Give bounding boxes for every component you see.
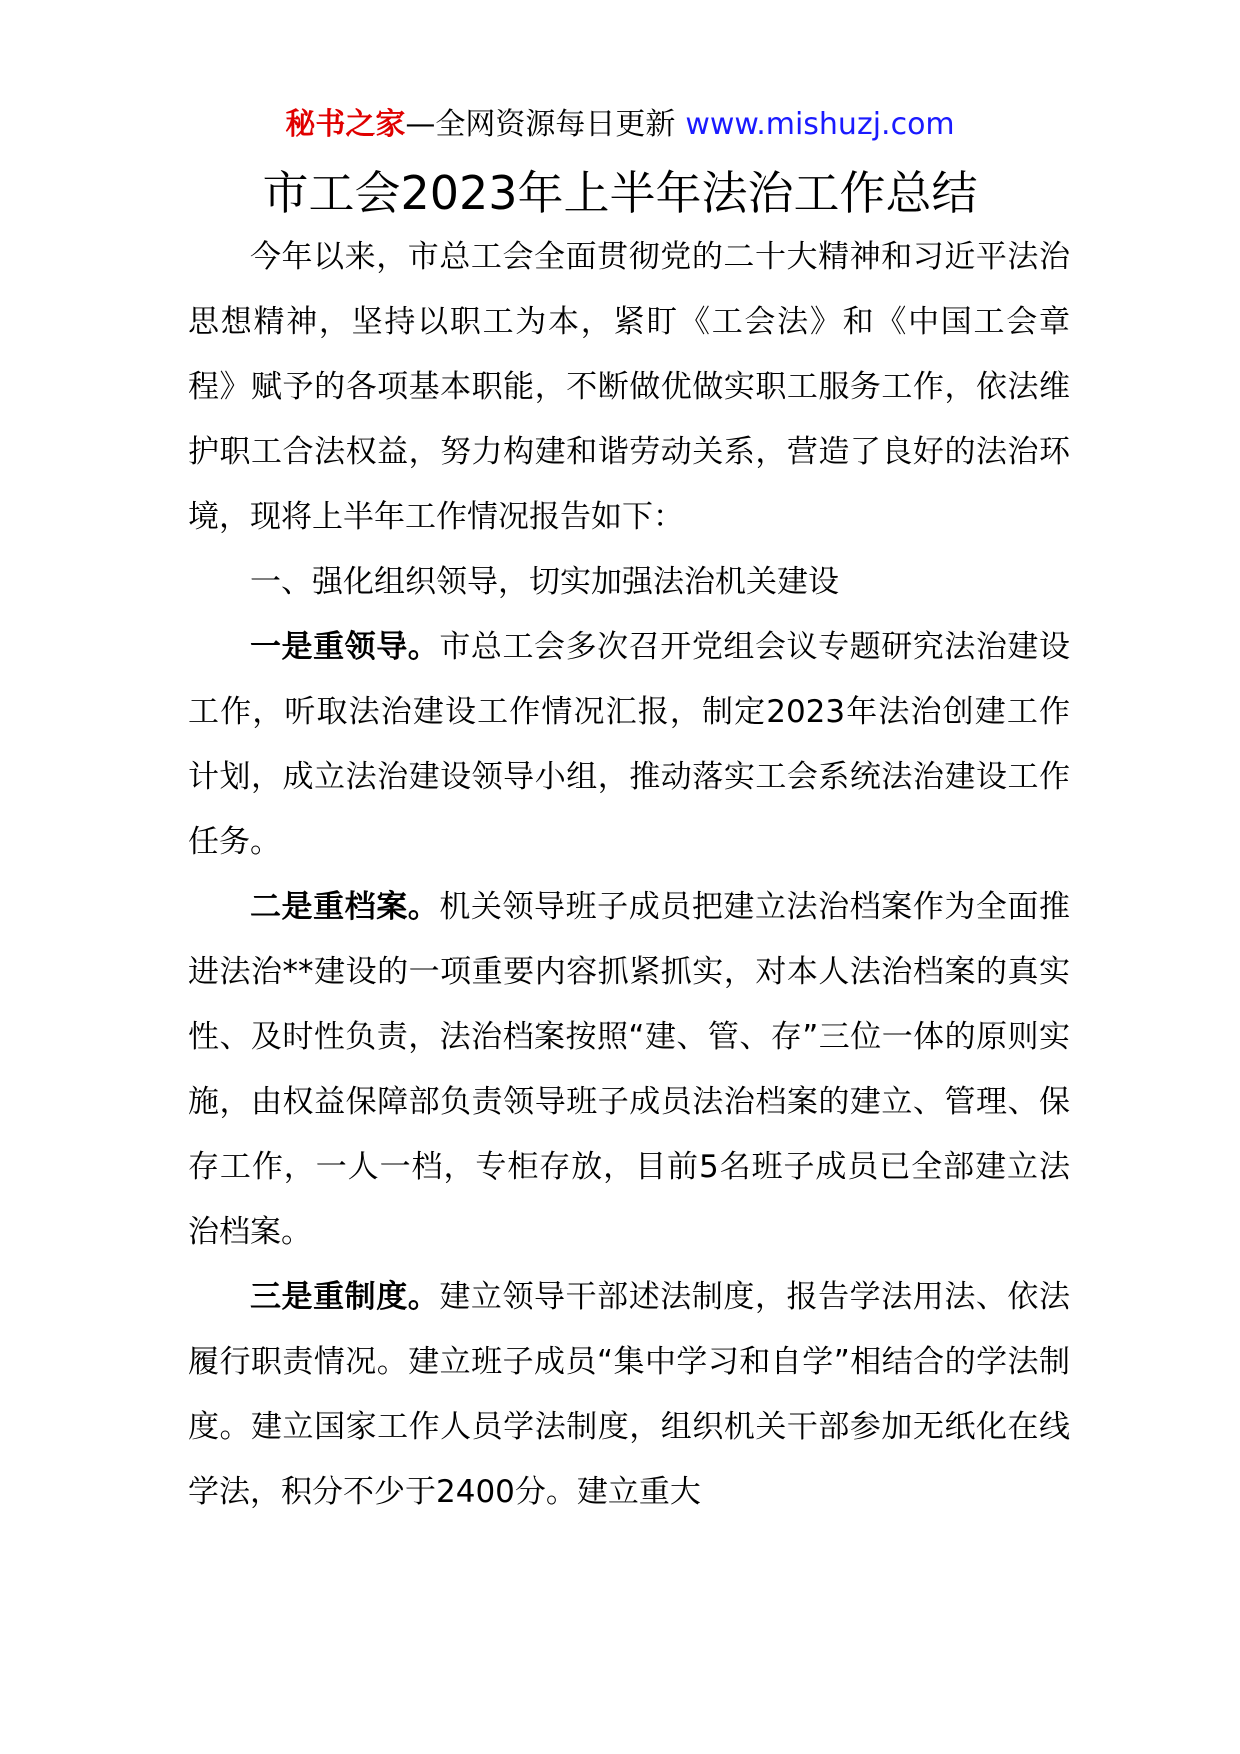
banner-tagline: —全网资源每日更新: [405, 107, 676, 142]
item-text-2: 机关领导班子成员把建立法治档案作为全面推进法治**建设的一项重要内容抓紧抓实，对本人法治档案的真实性、及时性负责，法治档案按照“建、管、存”三位一体的原则实施，由权益保障部负责领导班子成员法治档案的建立、管理、保存工作，一人一档，专柜存放，目前5名班子成员已全部建立法治档案。: [188, 889, 1070, 1250]
item-text-3: 建立领导干部述法制度，报告学法用法、依法履行职责情况。建立班子成员“集中学习和自学”相结合的学法制度。建立国家工作人员学法制度，组织机关干部参加无纸化在线学法，积分不少于2400分。建立重大: [188, 1279, 1070, 1510]
item-text-1: 市总工会多次召开党组会议专题研究法治建设工作，听取法治建设工作情况汇报，制定2023年法治创建工作计划，成立法治建设领导小组，推动落实工会系统法治建设工作任务。: [188, 629, 1070, 860]
section-heading-1: 一、强化组织领导，切实加强法治机关建设: [250, 564, 839, 600]
item-paragraph-3: [188, 1265, 1070, 1525]
item-paragraph-1: [188, 615, 1070, 875]
intro-paragraph: 今年以来，市总工会全面贯彻党的二十大精神和习近平法治思想精神，坚持以职工为本，紧盯《工会法》和《中国工会章程》赋予的各项基本职能，不断做优做实职工服务工作，依法维护职工合法权益，努力构建和谐劳动关系，营造了良好的法治环境，现将上半年工作情况报告如下：: [188, 239, 1070, 535]
item-lead-1: 一是重领导。: [250, 629, 440, 665]
site-url: www.mishuzj.com: [685, 107, 955, 142]
document-body: [188, 225, 1070, 1525]
item-lead-3: 三是重制度。: [250, 1279, 440, 1315]
brand-name: 秘书之家: [285, 107, 406, 142]
item-lead-2: 二是重档案。: [250, 889, 440, 925]
item-paragraph-2: [188, 875, 1070, 1265]
document-title: 市工会2023年上半年法治工作总结: [262, 166, 978, 220]
site-banner: [170, 0, 1070, 145]
